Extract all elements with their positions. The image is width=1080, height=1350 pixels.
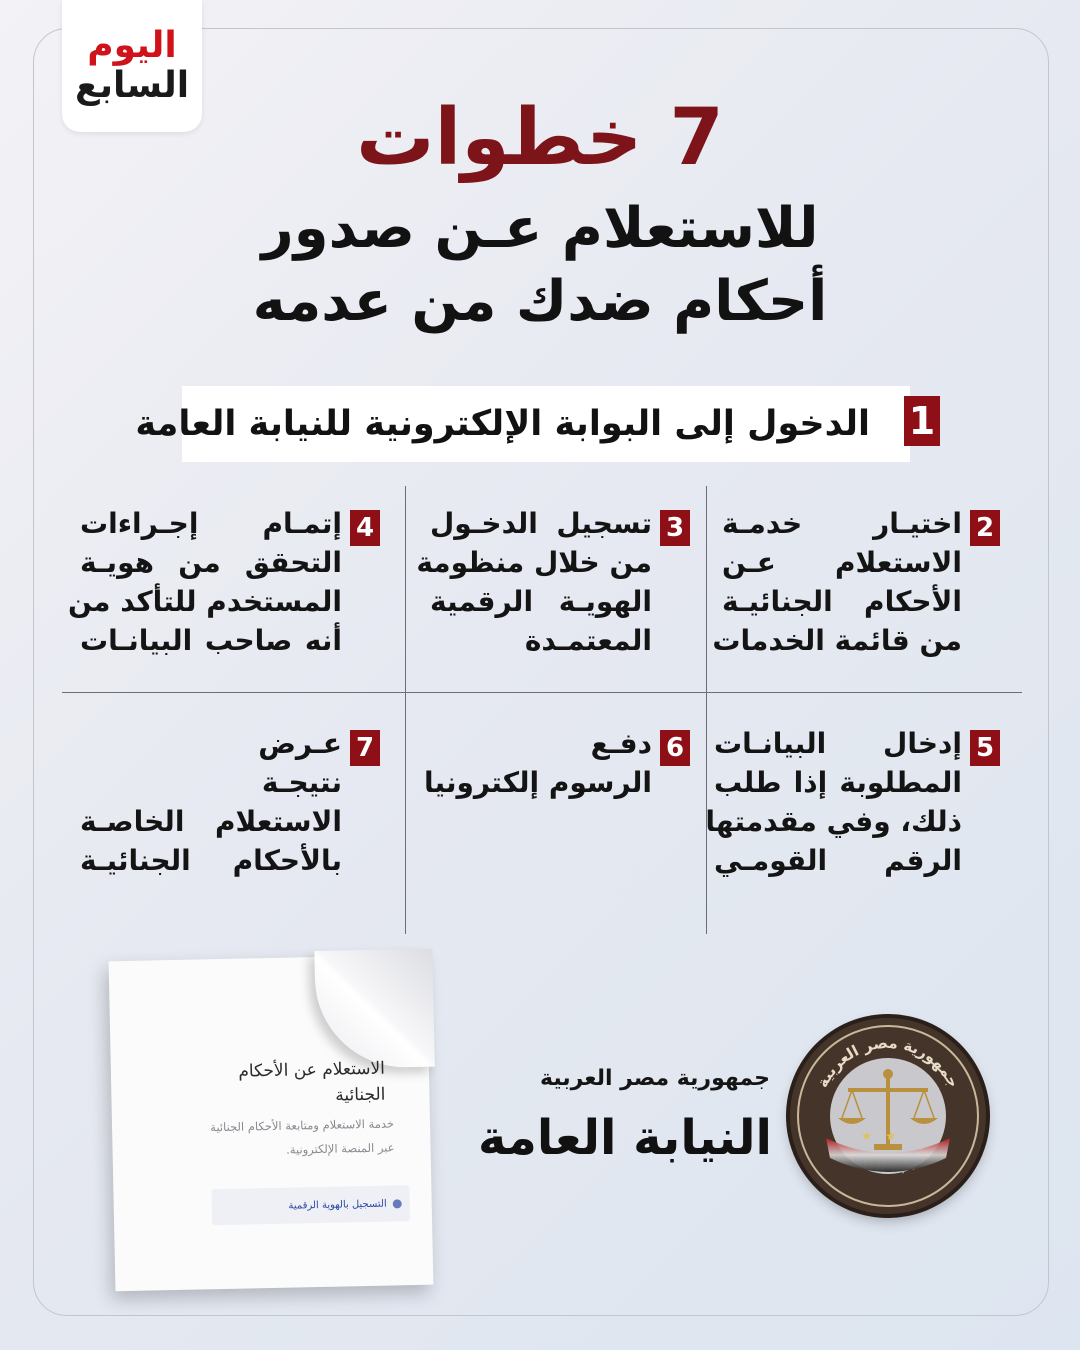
- document-description-line: خدمة الاستعلام ومتابعة الأحكام الجنائية: [210, 1116, 395, 1135]
- document-title: [155, 1056, 386, 1113]
- subheadline-line2: أحكام ضدك من عدمه: [252, 269, 828, 334]
- country-name: جمهورية مصر العربية: [540, 1066, 770, 1091]
- step-2-text: [712, 504, 962, 660]
- step-4-text: [67, 504, 342, 660]
- step-1-text: الدخول إلى البوابة الإلكترونية للنيابة العامة: [135, 404, 870, 444]
- step-5-number: 5: [970, 730, 1000, 766]
- digital-id-login-button: [211, 1185, 410, 1225]
- step-1: [135, 386, 936, 462]
- step-2-number: 2: [970, 510, 1000, 546]
- step-4: [67, 507, 380, 710]
- step-7-line: الاستعلام الخاصـة: [80, 805, 342, 838]
- step-7-line: عـرض: [258, 727, 342, 760]
- step-3-text: [416, 504, 652, 660]
- step-3-line: من خلال منظومة: [416, 546, 652, 579]
- step-3-line: المعتمـدة: [524, 624, 652, 657]
- step-5: [705, 727, 1000, 930]
- step-7-number: 7: [350, 730, 380, 766]
- step-4-line: إتمـام إجـراءات: [80, 507, 342, 540]
- scales-of-justice-icon: [790, 1018, 986, 1214]
- digital-id-login-label: التسجيل بالهوية الرقمية: [288, 1198, 387, 1212]
- step-1-number: 1: [904, 396, 940, 446]
- subheadline-line1: للاستعلام عـن صدور: [261, 196, 819, 261]
- step-7-text: [80, 724, 342, 880]
- step-3-line: الهويـة الرقمية: [430, 585, 652, 618]
- step-5-text: [705, 724, 962, 880]
- step-7-line: بالأحكام الجنائيـة: [80, 844, 342, 877]
- headline: 7 خطوات: [356, 93, 724, 183]
- document-title-line: الجنائية: [335, 1084, 386, 1106]
- step-5-line: الرقم القومـي: [714, 844, 962, 877]
- step-7-line: نتيجـة: [261, 766, 342, 799]
- brand-logo-line2: السابع: [74, 65, 190, 106]
- step-2-line: الأحكام الجنائيـة: [722, 585, 962, 618]
- step-4-number: 4: [350, 510, 380, 546]
- step-7: [80, 727, 380, 930]
- step-2: [712, 507, 1000, 710]
- public-prosecution-seal: [790, 1018, 986, 1214]
- document-description: [154, 1111, 395, 1164]
- step-6-line: الرسوم إلكترونيا: [424, 766, 652, 799]
- step-3-number: 3: [660, 510, 690, 546]
- page-curl: [314, 949, 434, 1069]
- step-4-line: التحقق من هويـة: [80, 546, 342, 579]
- step-2-line: الاستعلام عـن: [722, 546, 962, 579]
- grid-divider: [405, 486, 406, 934]
- svg-text:★: ★: [885, 1129, 896, 1143]
- step-6-text: [424, 724, 652, 802]
- document-title-line: الاستعلام عن الأحكام: [238, 1058, 386, 1082]
- step-3: [416, 507, 690, 710]
- step-5-line: ذلك، وفي مقدمتها: [705, 805, 962, 838]
- step-5-line: إدخال البيانـات: [714, 727, 962, 760]
- authority-name: النيابة العامة: [478, 1110, 772, 1166]
- step-2-line: من قائمة الخدمات: [712, 624, 962, 657]
- svg-text:★: ★: [861, 1129, 872, 1143]
- seal-top-text: جمهورية مصر العربية: [813, 1033, 963, 1091]
- step-4-line: المستخدم للتأكد من: [67, 585, 342, 618]
- step-4-line: أنه صاحب البيانـات: [80, 624, 342, 657]
- grid-divider: [706, 486, 707, 934]
- document-description-line: عبر المنصة الإلكترونية.: [285, 1140, 395, 1157]
- step-6-number: 6: [660, 730, 690, 766]
- step-5-line: المطلوبة إذا طلب: [714, 766, 962, 799]
- step-2-line: اختيـار خدمـة: [722, 507, 962, 540]
- brand-logo-line1: اليوم: [87, 25, 177, 66]
- step-6: [420, 727, 690, 930]
- login-icon: [393, 1199, 402, 1208]
- step-6-line: دفـع: [590, 727, 652, 760]
- step-3-line: تسجيل الدخـول: [430, 507, 652, 540]
- portal-screenshot-document: [109, 955, 434, 1292]
